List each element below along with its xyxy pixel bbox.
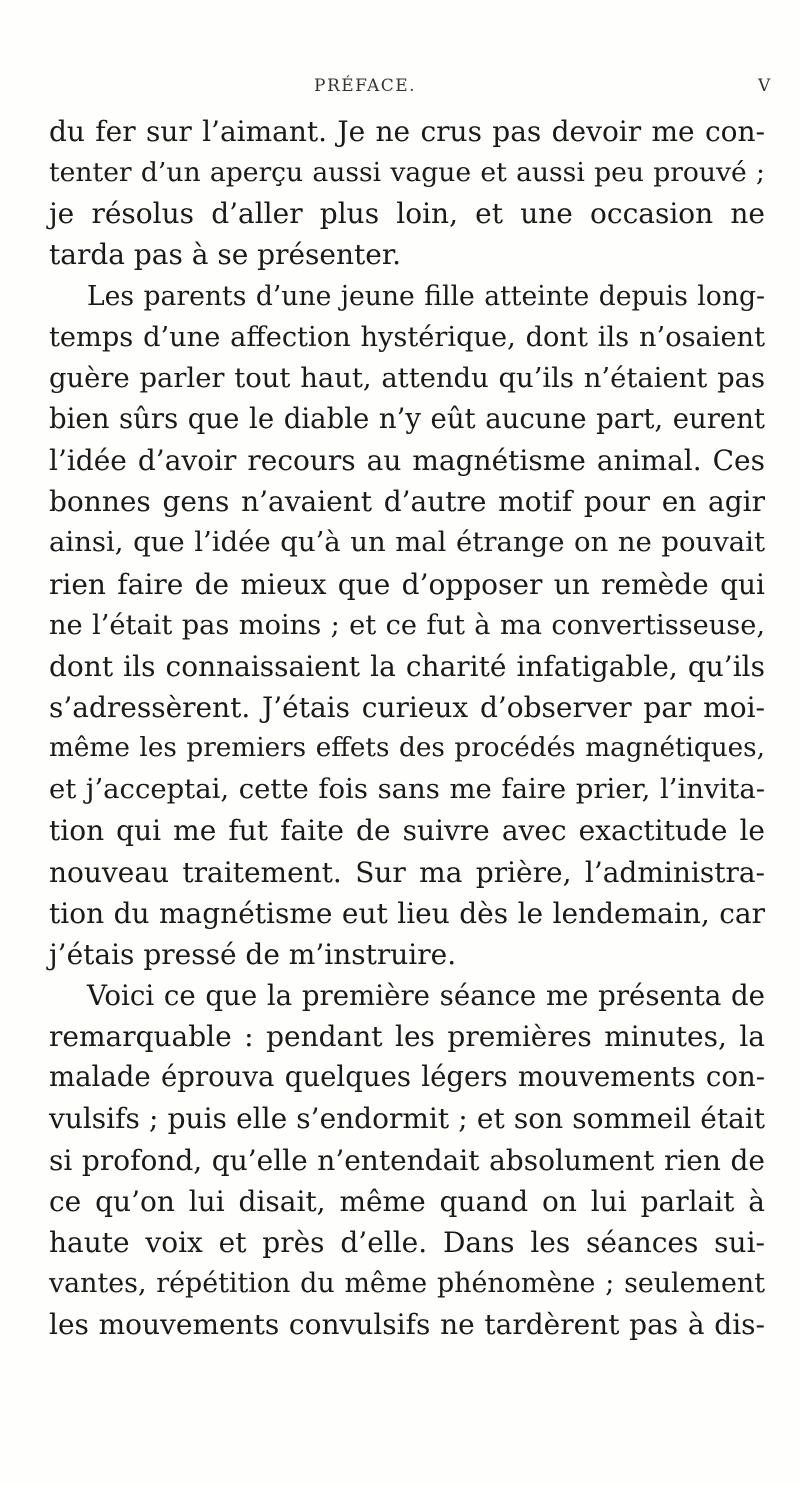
text-line: ainsi, que l’idée qu’à un mal étrange on ne pouvait [49,526,765,559]
text-line: ne l’était pas moins ; et ce fut à ma convertisseuse, [49,609,765,641]
text-line: tenter d’un aperçu aussi vague et aussi peu prouvé ; [49,157,765,189]
text-line: s’adressèrent. J’étais curieux d’observer par moi- [49,690,765,724]
text-line: tion qui me fut faite de suivre avec exactitude le [49,814,765,848]
text-line: dont ils connaissaient la charité infatigable, qu’ils [49,649,765,683]
text-line: vantes, répétition du même phénomène ; seulement [49,1267,765,1299]
text-line: bien sûrs que le diable n’y eût aucune part, eurent [49,402,765,435]
text-line: les mouvements convulsifs ne tardèrent pas à dis- [49,1308,765,1342]
text-line: bonnes gens n’avaient d’autre motif pour en agir [49,485,765,519]
text-line: nouveau traitement. Sur ma prière, l’administra- [49,855,765,889]
text-line: malade éprouva quelques légers mouvements con- [49,1061,765,1094]
text-line: je résolus d’aller plus loin, et une occasion ne [49,197,765,231]
text-line: l’idée d’avoir recours au magnétisme animal. Ces [49,444,765,478]
text-line: j’étais pressé de m’instruire. [49,937,457,971]
body-text [49,111,765,1345]
text-line: Voici ce que la première séance me présenta de [87,978,765,1012]
text-line: ce qu’on lui disait, même quand on lui parlait à [49,1184,765,1218]
text-line: tarda pas à se présenter. [49,238,402,272]
text-line: même les premiers effets des procédés magnétiques, [49,733,765,764]
text-line: haute voix et près d’elle. Dans les séances sui- [49,1225,765,1259]
running-title: PRÉFACE. [314,76,417,96]
text-line: rien faire de mieux que d’opposer un remède qui [49,567,765,601]
text-line: temps d’une affection hystérique, dont ils n’osaient [49,321,765,353]
text-line: Les parents d’une jeune fille atteinte depuis long- [87,280,765,312]
text-line: tion du magnétisme eut lieu dès le lendemain, car [49,896,765,930]
text-line: remarquable : pendant les premières minutes, la [49,1020,765,1054]
text-line: si profond, qu’elle n’entendait absolument rien de [49,1143,765,1177]
page-number: V [758,76,771,96]
text-line: et j’acceptai, cette fois sans me faire prier, l’invita- [49,774,765,806]
text-line: guère parler tout haut, attendu qu’ils n’étaient pas [49,362,765,394]
text-line: vulsifs ; puis elle s’endormit ; et son sommeil était [49,1102,765,1136]
text-line: du fer sur l’aimant. Je ne crus pas devoir me con- [49,115,765,148]
running-head [0,76,800,106]
